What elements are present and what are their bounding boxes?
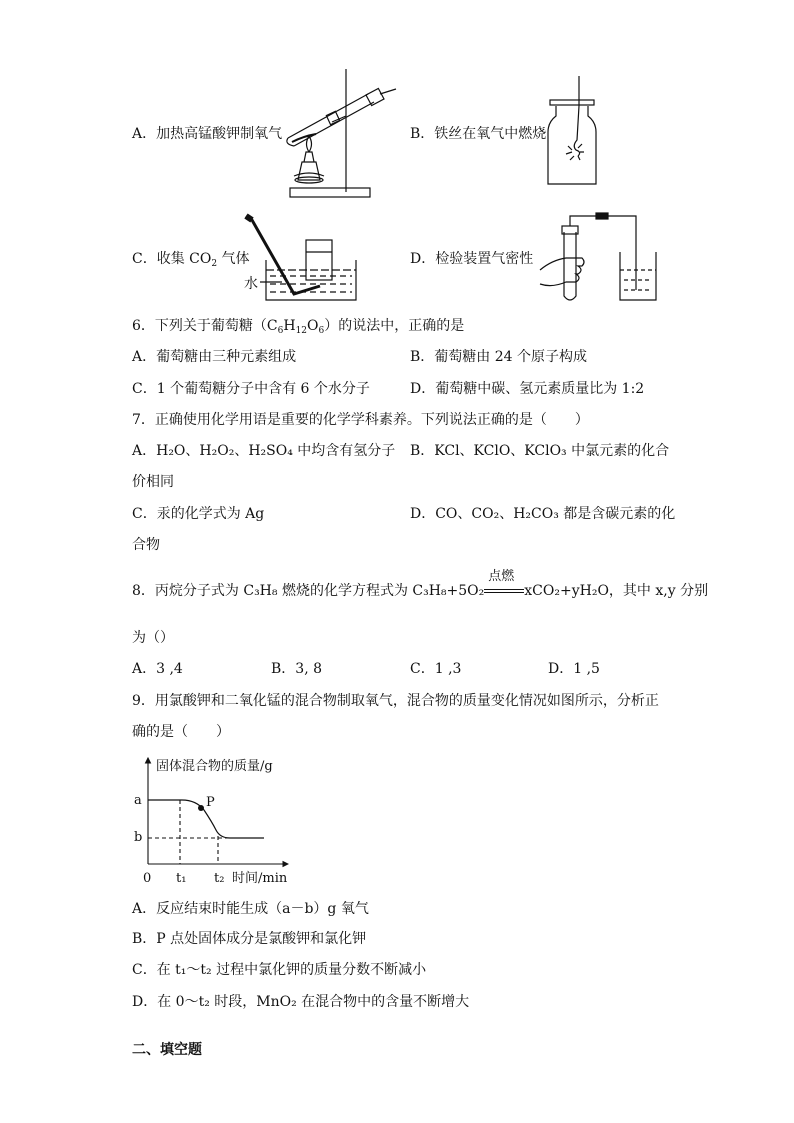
q6-option-a: A．葡萄糖由三种元素组成 (132, 349, 297, 365)
q6-option-d: D．葡萄糖中碳、氢元素质量比为 1:2 (410, 381, 645, 397)
q5-option-b: B．铁丝在氧气中燃烧 (410, 126, 547, 142)
q9-stem-line2: 确的是（ ） (132, 724, 230, 740)
origin-label: 0 (143, 871, 152, 886)
q7-option-b-line2: 价相同 (132, 474, 174, 490)
q7-option-d-line2: 合物 (132, 537, 160, 553)
section-heading: 二、填空题 (132, 1042, 202, 1058)
iron-wire-burning-bottle (544, 76, 600, 188)
q5-option-a: A．加热高锰酸钾制氧气 (132, 126, 283, 142)
q9-option-d: D．在 0～t₂ 时段，MnO₂ 在混合物中的含量不断增大 (132, 994, 470, 1010)
q9-option-b: B．P 点处固体成分是氯酸钾和氯化钾 (132, 931, 367, 947)
q8-stem-line1: 8．丙烷分子式为 C₃H₈ 燃烧的化学方程式为 C₃H₈+5O₂ 点燃 xCO₂+yH₂O，其中 x,y 分别 (132, 569, 709, 599)
q7-stem: 7．正确使用化学用语是重要的化学学科素养。下列说法正确的是（ ） (132, 412, 589, 428)
mass-time-graph (130, 754, 300, 888)
q7-option-b-line1: B．KCl、KClO、KClO₃ 中氯元素的化合 (410, 443, 670, 459)
q6-option-b: B．葡萄糖由 24 个原子构成 (410, 349, 588, 365)
q7-option-c: C．汞的化学式为 Ag (132, 506, 265, 522)
q6-stem: 6．下列关于葡萄糖$(C_6H_{12}O_6)$的说法中，正确的是 (132, 318, 465, 336)
q8-option-d: D．1 ,5 (548, 661, 600, 677)
point-p (198, 805, 204, 811)
reaction-condition: 点燃 (488, 569, 515, 584)
q5-option-d: D．检验装置气密性 (410, 251, 534, 267)
airtightness-check-apparatus (536, 210, 660, 306)
q7-option-d-line1: D．CO、CO₂、H₂CO₃ 都是含碳元素的化 (410, 506, 676, 522)
reaction-arrow (484, 569, 524, 600)
tick-t1: t₁ (176, 871, 187, 886)
x-axis-label: 时间/min (232, 871, 288, 886)
y-axis-label: 固体混合物的质量/g (156, 759, 273, 774)
label-p: P (206, 795, 215, 810)
q9-option-a: A．反应结束时能生成（a－b）g 氧气 (132, 901, 369, 917)
potassium-permanganate-heating-apparatus (268, 64, 400, 204)
q9-option-c: C．在 t₁～t₂ 过程中氯化钾的质量分数不断减小 (132, 962, 427, 978)
tick-b: b (134, 830, 143, 845)
tick-a: a (134, 793, 142, 808)
water-label: 水 (244, 276, 258, 292)
q6-option-c: C．1 个葡萄糖分子中含有 6 个水分子 (132, 381, 370, 397)
q8-option-c: C．1 ,3 (410, 661, 462, 677)
gas-collection-over-water (238, 210, 364, 304)
q9-stem-line1: 9．用氯酸钾和二氧化锰的混合物制取氧气，混合物的质量变化情况如图所示，分析正 (132, 693, 659, 709)
q8-option-a: A．3 ,4 (132, 661, 183, 677)
tick-t2: t₂ (214, 871, 225, 886)
q8-option-b: B．3, 8 (271, 661, 323, 677)
q7-option-a: A．H₂O、H₂O₂、H₂SO₄ 中均含有氢分子 (132, 443, 396, 459)
q8-stem-line2: 为（） (132, 630, 174, 646)
q5-option-c: C．收集 $CO_2$ 气体 (132, 251, 250, 269)
